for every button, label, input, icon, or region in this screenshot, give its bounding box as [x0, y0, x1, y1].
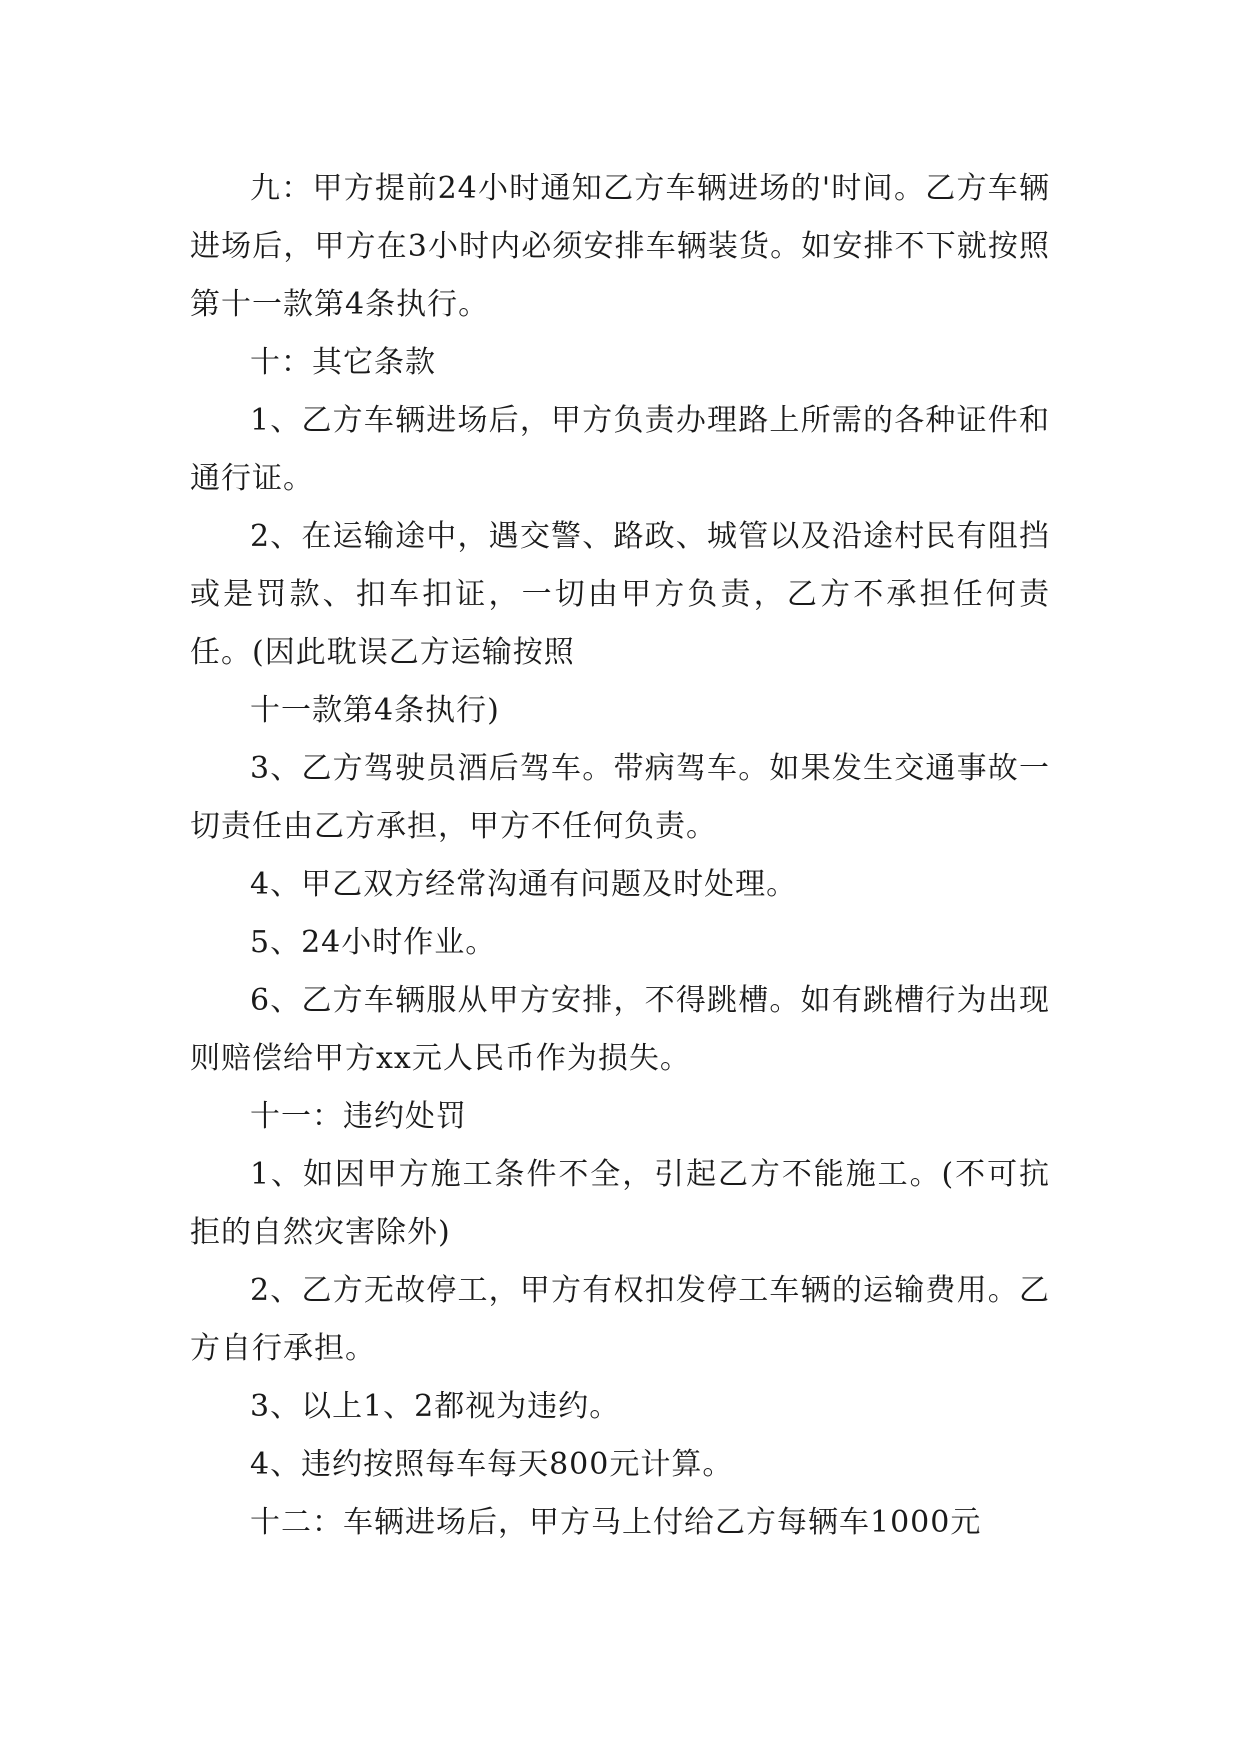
clause-ten-item-5: 5、24小时作业。: [250, 925, 497, 960]
clause-ten-item-6: 6、乙方车辆服从甲方安排，不得跳槽。如有跳槽行为出现则赔偿给甲方xx元人民币作为损失。: [190, 983, 1050, 1076]
clause-eleven-item-2: 2、乙方无故停工，甲方有权扣发停工车辆的运输费用。乙方自行承担。: [190, 1273, 1050, 1366]
clause-eleven-item-1: 1、如因甲方施工条件不全，引起乙方不能施工。(不可抗拒的自然灾害除外): [190, 1157, 1050, 1250]
clause-eleven-heading: 十一：违约处罚: [250, 1099, 467, 1134]
clause-ten-heading: 十：其它条款: [250, 345, 436, 380]
clause-eleven-item-4: 4、违约按照每车每天800元计算。: [250, 1447, 734, 1482]
clause-ten-item-2-continuation: 十一款第4条执行): [250, 693, 500, 728]
clause-ten-item-2: 2、在运输途中，遇交警、路政、城管以及沿途村民有阻挡或是罚款、扣车扣证，一切由甲方负责，乙方不承担任何责任。(因此耽误乙方运输按照: [190, 519, 1050, 670]
clause-ten-item-4: 4、甲乙双方经常沟通有问题及时处理。: [250, 867, 798, 902]
clause-eleven-item-3: 3、以上1、2都视为违约。: [250, 1389, 621, 1424]
document-body: [190, 160, 1050, 1552]
clause-ten-item-1: 1、乙方车辆进场后，甲方负责办理路上所需的各种证件和通行证。: [190, 403, 1050, 496]
clause-ten-item-3: 3、乙方驾驶员酒后驾车。带病驾车。如果发生交通事故一切责任由乙方承担，甲方不任何负责。: [190, 751, 1050, 844]
clause-nine-paragraph: 九：甲方提前24小时通知乙方车辆进场的'时间。乙方车辆进场后，甲方在3小时内必须安排车辆装货。如安排不下就按照第十一款第4条执行。: [190, 171, 1050, 322]
clause-twelve-paragraph: 十二：车辆进场后，甲方马上付给乙方每辆车1000元: [250, 1505, 982, 1540]
